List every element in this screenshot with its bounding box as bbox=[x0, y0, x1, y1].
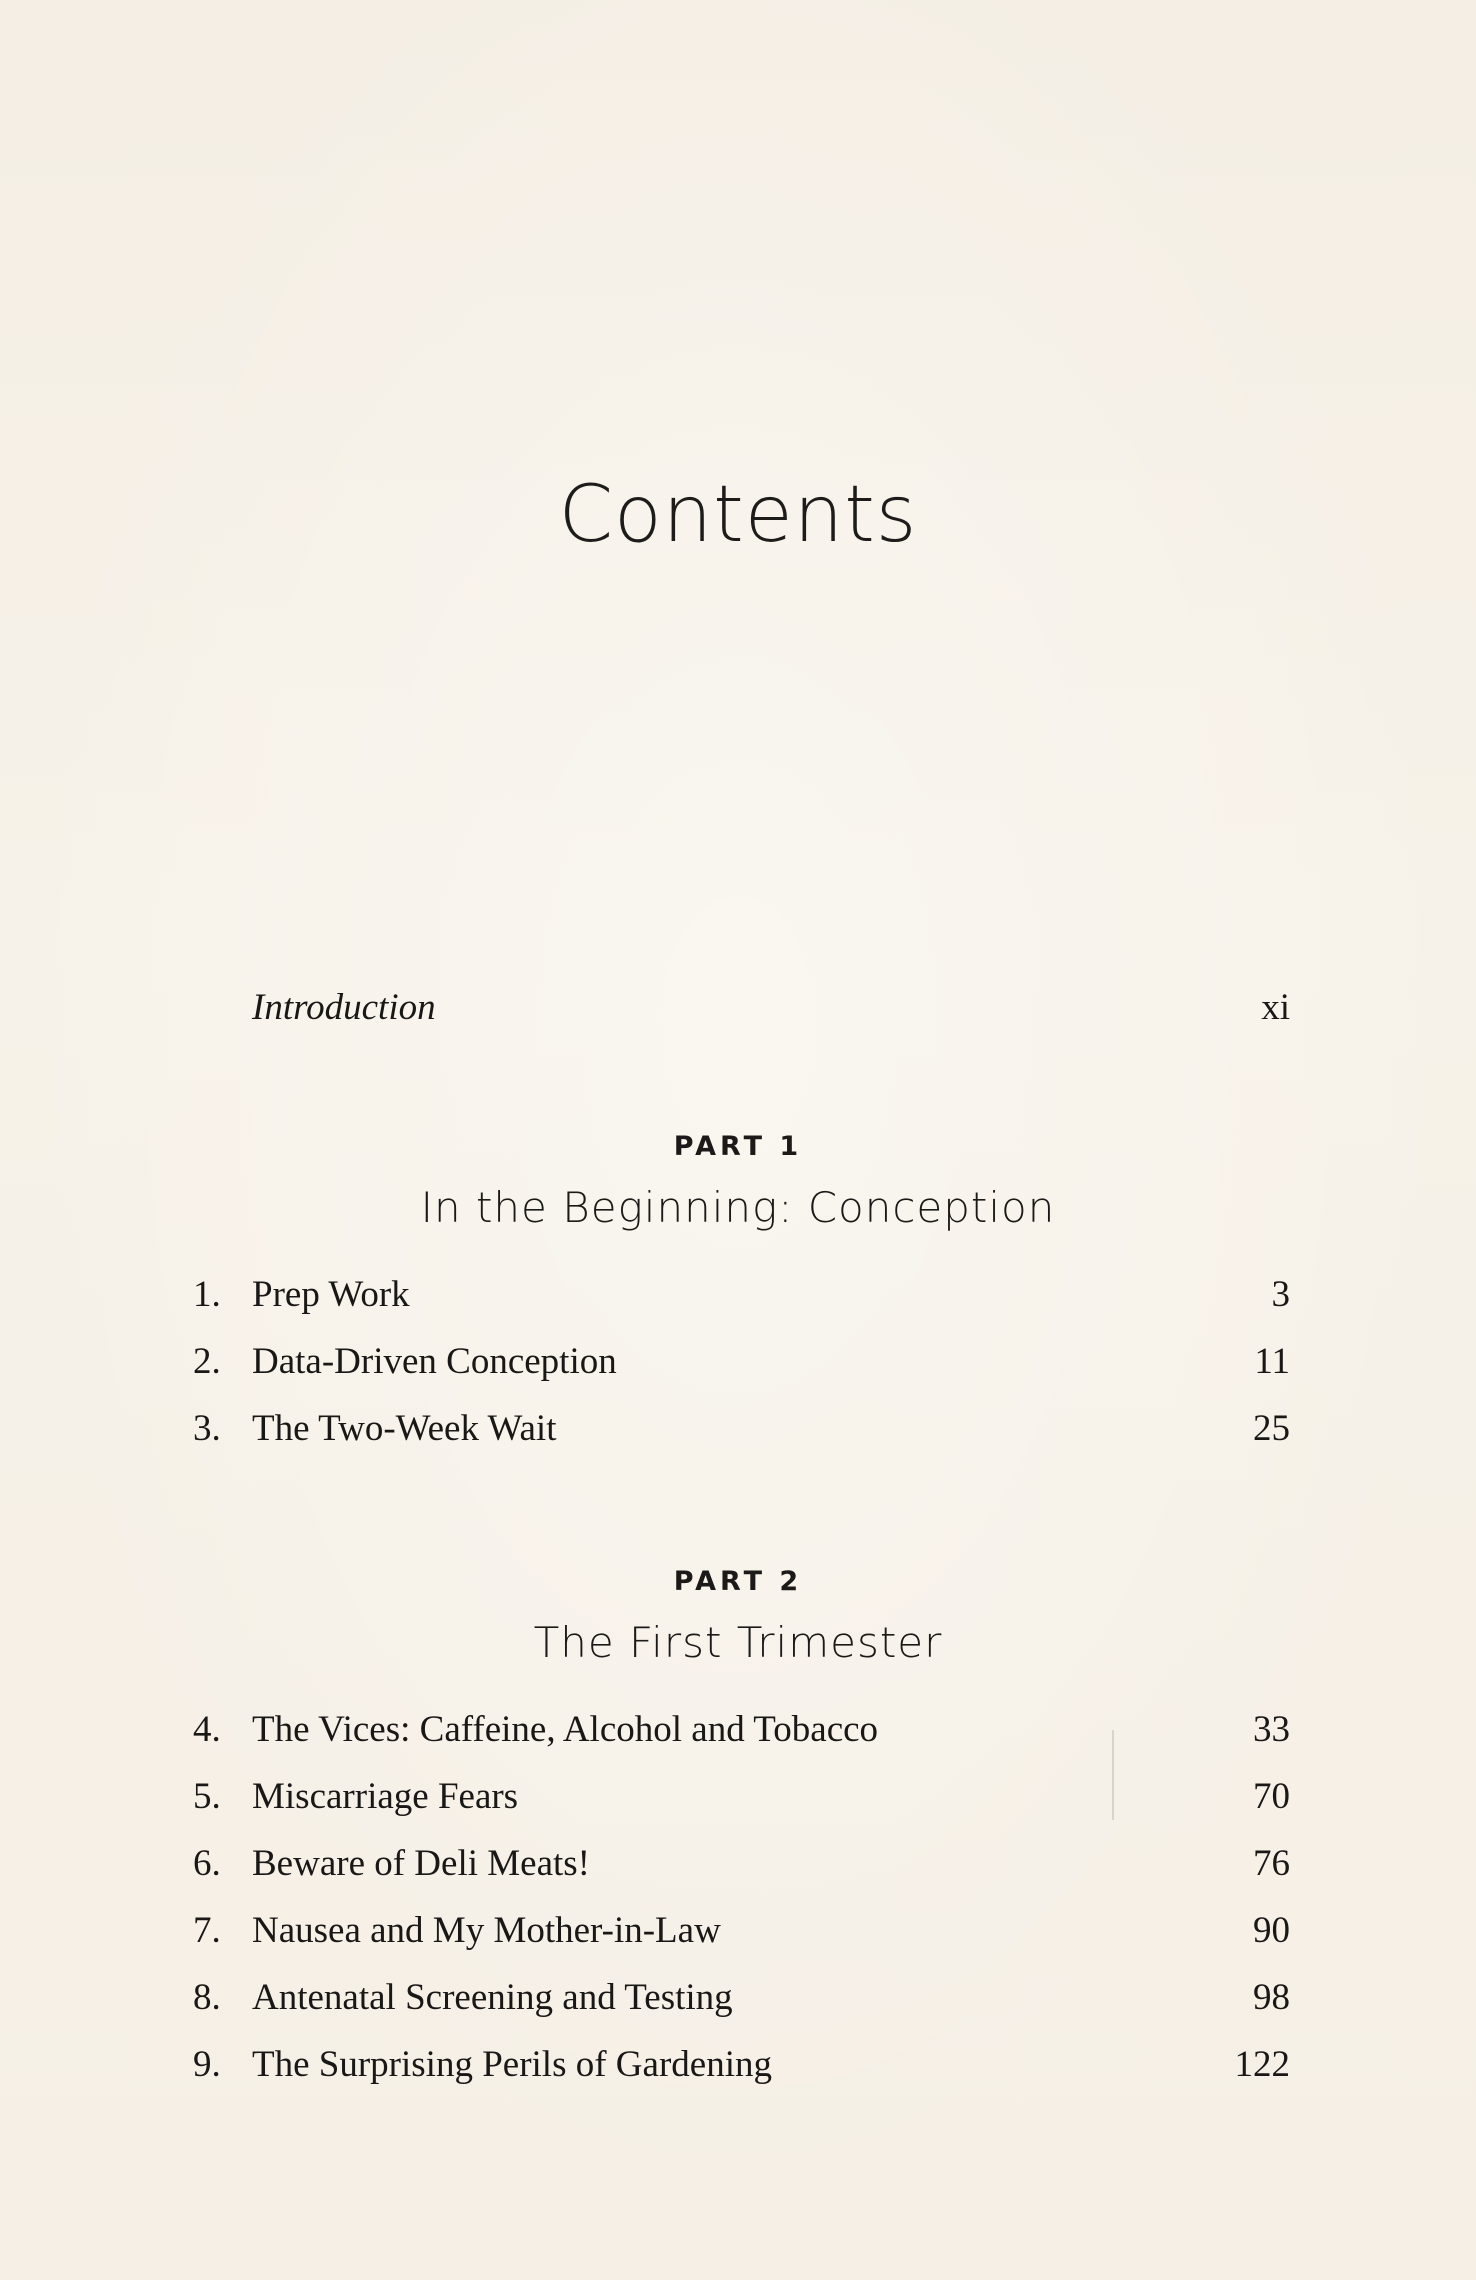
chapter-number: 1. bbox=[193, 1274, 221, 1315]
chapter-page-number: 90 bbox=[1253, 1910, 1290, 1951]
chapter-number: 2. bbox=[193, 1341, 221, 1382]
toc-entry[interactable] bbox=[0, 1340, 1476, 1390]
introduction-label: Introduction bbox=[252, 987, 436, 1028]
chapter-title: Data-Driven Conception bbox=[252, 1341, 617, 1382]
chapter-title: Beware of Deli Meats! bbox=[252, 1843, 591, 1884]
chapter-number: 6. bbox=[193, 1843, 221, 1884]
chapter-title: The Vices: Caffeine, Alcohol and Tobacco bbox=[252, 1709, 879, 1750]
chapter-page-number: 25 bbox=[1253, 1408, 1290, 1449]
chapter-title: The Surprising Perils of Gardening bbox=[252, 2044, 772, 2085]
chapter-page-number: 76 bbox=[1253, 1843, 1290, 1884]
toc-entry[interactable] bbox=[0, 1775, 1476, 1825]
chapter-title: The Two-Week Wait bbox=[252, 1408, 557, 1449]
toc-entry[interactable] bbox=[0, 1708, 1476, 1758]
chapter-page-number: 11 bbox=[1254, 1341, 1290, 1382]
part-1-title: In the Beginning: Conception bbox=[420, 1183, 1056, 1232]
chapter-page-number: 70 bbox=[1253, 1776, 1290, 1817]
part-2-label: PART 2 bbox=[673, 1566, 803, 1597]
chapter-number: 9. bbox=[193, 2044, 221, 2085]
toc-entry[interactable] bbox=[0, 1976, 1476, 2026]
chapter-title: Prep Work bbox=[252, 1274, 410, 1315]
toc-entry[interactable] bbox=[0, 1909, 1476, 1959]
page-title: Contents bbox=[558, 470, 918, 560]
chapter-number: 4. bbox=[193, 1709, 221, 1750]
toc-entry[interactable] bbox=[0, 2043, 1476, 2093]
chapter-title: Miscarriage Fears bbox=[252, 1776, 519, 1817]
part-1-label: PART 1 bbox=[673, 1131, 803, 1162]
toc-entry[interactable] bbox=[0, 1273, 1476, 1323]
part-2-title: The First Trimester bbox=[533, 1618, 943, 1667]
introduction-page-number: xi bbox=[1261, 987, 1290, 1028]
chapter-number: 5. bbox=[193, 1776, 221, 1817]
toc-entry-introduction[interactable] bbox=[0, 986, 1476, 1036]
toc-entry[interactable] bbox=[0, 1407, 1476, 1457]
chapter-page-number: 3 bbox=[1271, 1274, 1290, 1315]
chapter-page-number: 122 bbox=[1234, 2044, 1290, 2085]
chapter-title: Nausea and My Mother-in-Law bbox=[252, 1910, 721, 1951]
chapter-page-number: 98 bbox=[1253, 1977, 1290, 2018]
chapter-title: Antenatal Screening and Testing bbox=[252, 1977, 733, 2018]
chapter-page-number: 33 bbox=[1253, 1709, 1290, 1750]
chapter-number: 3. bbox=[193, 1408, 221, 1449]
chapter-number: 8. bbox=[193, 1977, 221, 2018]
toc-entry[interactable] bbox=[0, 1842, 1476, 1892]
chapter-number: 7. bbox=[193, 1910, 221, 1951]
